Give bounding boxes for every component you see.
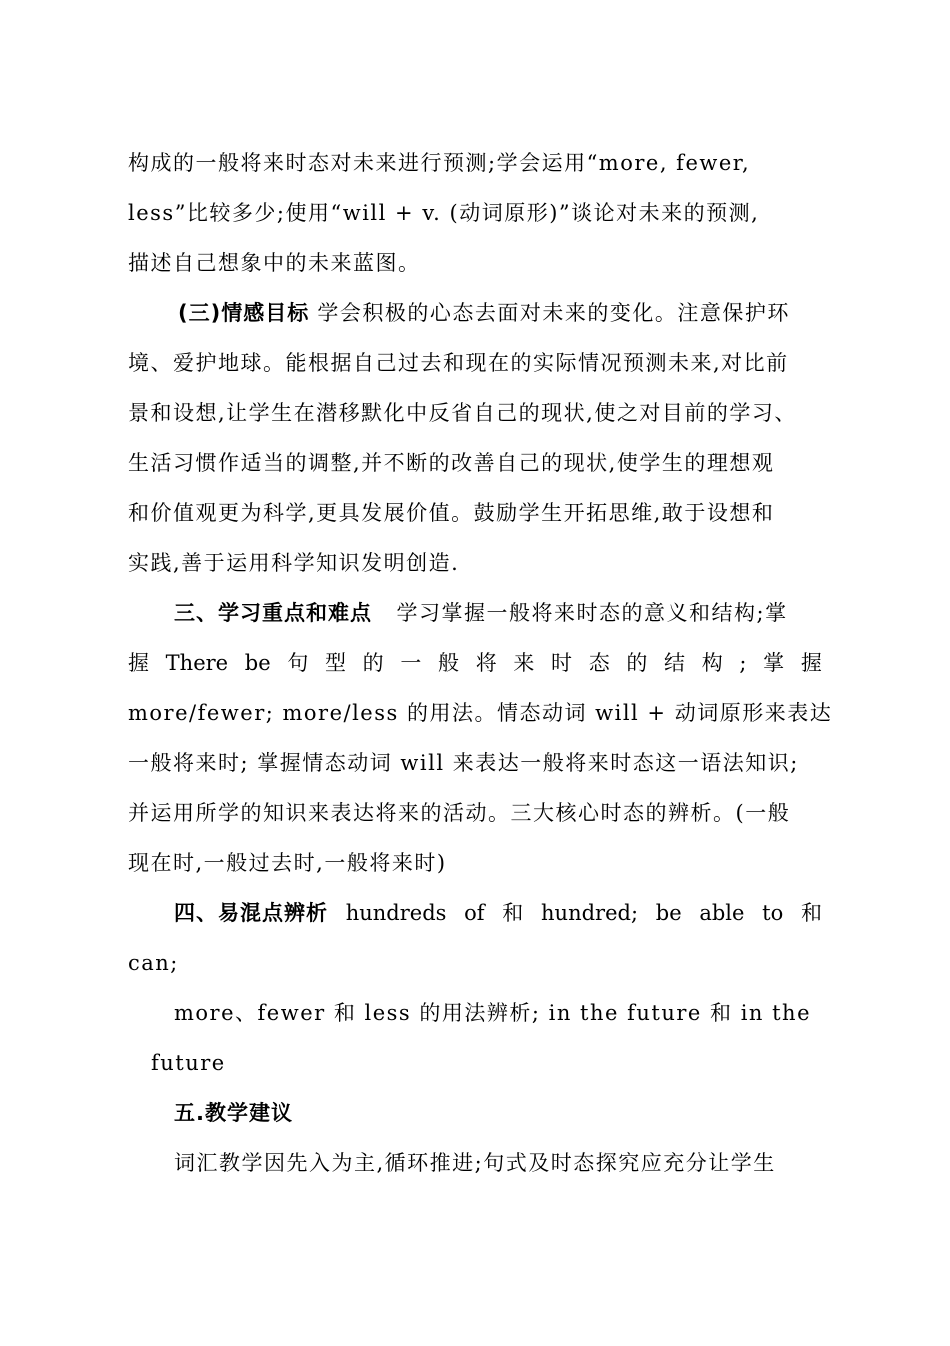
section5-line-2: 词汇教学因先入为主,循环推进;句式及时态探究应充分让学生 [174, 1151, 776, 1175]
word: 句 [287, 651, 309, 675]
affective-line-6: 实践,善于运用科学知识发明创造. [128, 551, 460, 575]
word: 结 [664, 651, 686, 675]
word: ; [739, 651, 747, 675]
word: 态 [588, 651, 610, 675]
word: 将 [475, 651, 497, 675]
word: 握 [800, 651, 822, 675]
affective-line-2: 境、爱护地球。能根据自己过去和现在的实际情况预测未来,对比前 [128, 351, 789, 375]
section3-line-3: more/fewer; more/less 的用法。情态动词 will + 动词原形来表达 [128, 701, 833, 725]
affective-line-1 [178, 299, 790, 327]
section3-line-4: 一般将来时; 掌握情态动词 will 来表达一般将来时态这一语法知识; [128, 751, 799, 775]
word: 掌 [763, 651, 785, 675]
word: 时 [551, 651, 573, 675]
affective-line-3: 景和设想,让学生在潜移默化中反省自己的现状,使之对目前的学习、 [128, 401, 797, 425]
word: 般 [438, 651, 460, 675]
section4-line-1 [174, 899, 822, 927]
word: There [165, 651, 229, 675]
word: 握 [128, 651, 149, 675]
section3-line-6: 现在时,一般过去时,一般将来时) [128, 851, 447, 875]
intro-line-3: 描述自己想象中的未来蓝图。 [128, 251, 421, 275]
word: be [655, 901, 682, 925]
word: be [244, 651, 271, 675]
intro-line-2: less”比较多少;使用“will + v. (动词原形)”谈论对未来的预测, [128, 201, 760, 225]
affective-line-1-text: 学会积极的心态去面对未来的变化。注意保护环 [317, 301, 790, 325]
word: 的 [362, 651, 384, 675]
word: of [464, 901, 485, 925]
section3-heading: 三、学习重点和难点 [174, 601, 372, 625]
affective-heading: (三)情感目标 [178, 301, 310, 325]
section5-line-1 [174, 1099, 293, 1127]
section3-line-1-text: 学习掌握一般将来时态的意义和结构;掌 [396, 601, 788, 625]
section3-line-5: 并运用所学的知识来表达将来的活动。三大核心时态的辨析。(一般 [128, 801, 791, 825]
word: 和 [800, 901, 822, 925]
word: hundreds [345, 901, 447, 925]
section5-heading: 五.教学建议 [174, 1101, 293, 1125]
word: hundred; [541, 901, 639, 925]
affective-line-4: 生活习惯作适当的调整,并不断的改善自己的现状,使学生的理想观 [128, 451, 775, 475]
word: 和 [502, 901, 524, 925]
affective-line-5: 和价值观更为科学,更具发展价值。鼓励学生开拓思维,敢于设想和 [128, 501, 775, 525]
section3-line-1 [174, 599, 788, 627]
section4-line-3: more、fewer 和 less 的用法辨析; in the future 和 in the [174, 1001, 812, 1025]
intro-line-1: 构成的一般将来时态对未来进行预测;学会运用“more, fewer, [128, 151, 751, 175]
section4-line-4: future [151, 1051, 226, 1075]
word: to [762, 901, 784, 925]
word: able [699, 901, 745, 925]
section4-heading: 四、易混点辨析 [174, 901, 328, 925]
word: 一 [400, 651, 422, 675]
section4-line-2: can; [128, 951, 179, 975]
word: 来 [513, 651, 535, 675]
section3-line-2 [128, 649, 822, 677]
word: 构 [701, 651, 723, 675]
word: 的 [626, 651, 648, 675]
word: 型 [325, 651, 346, 675]
